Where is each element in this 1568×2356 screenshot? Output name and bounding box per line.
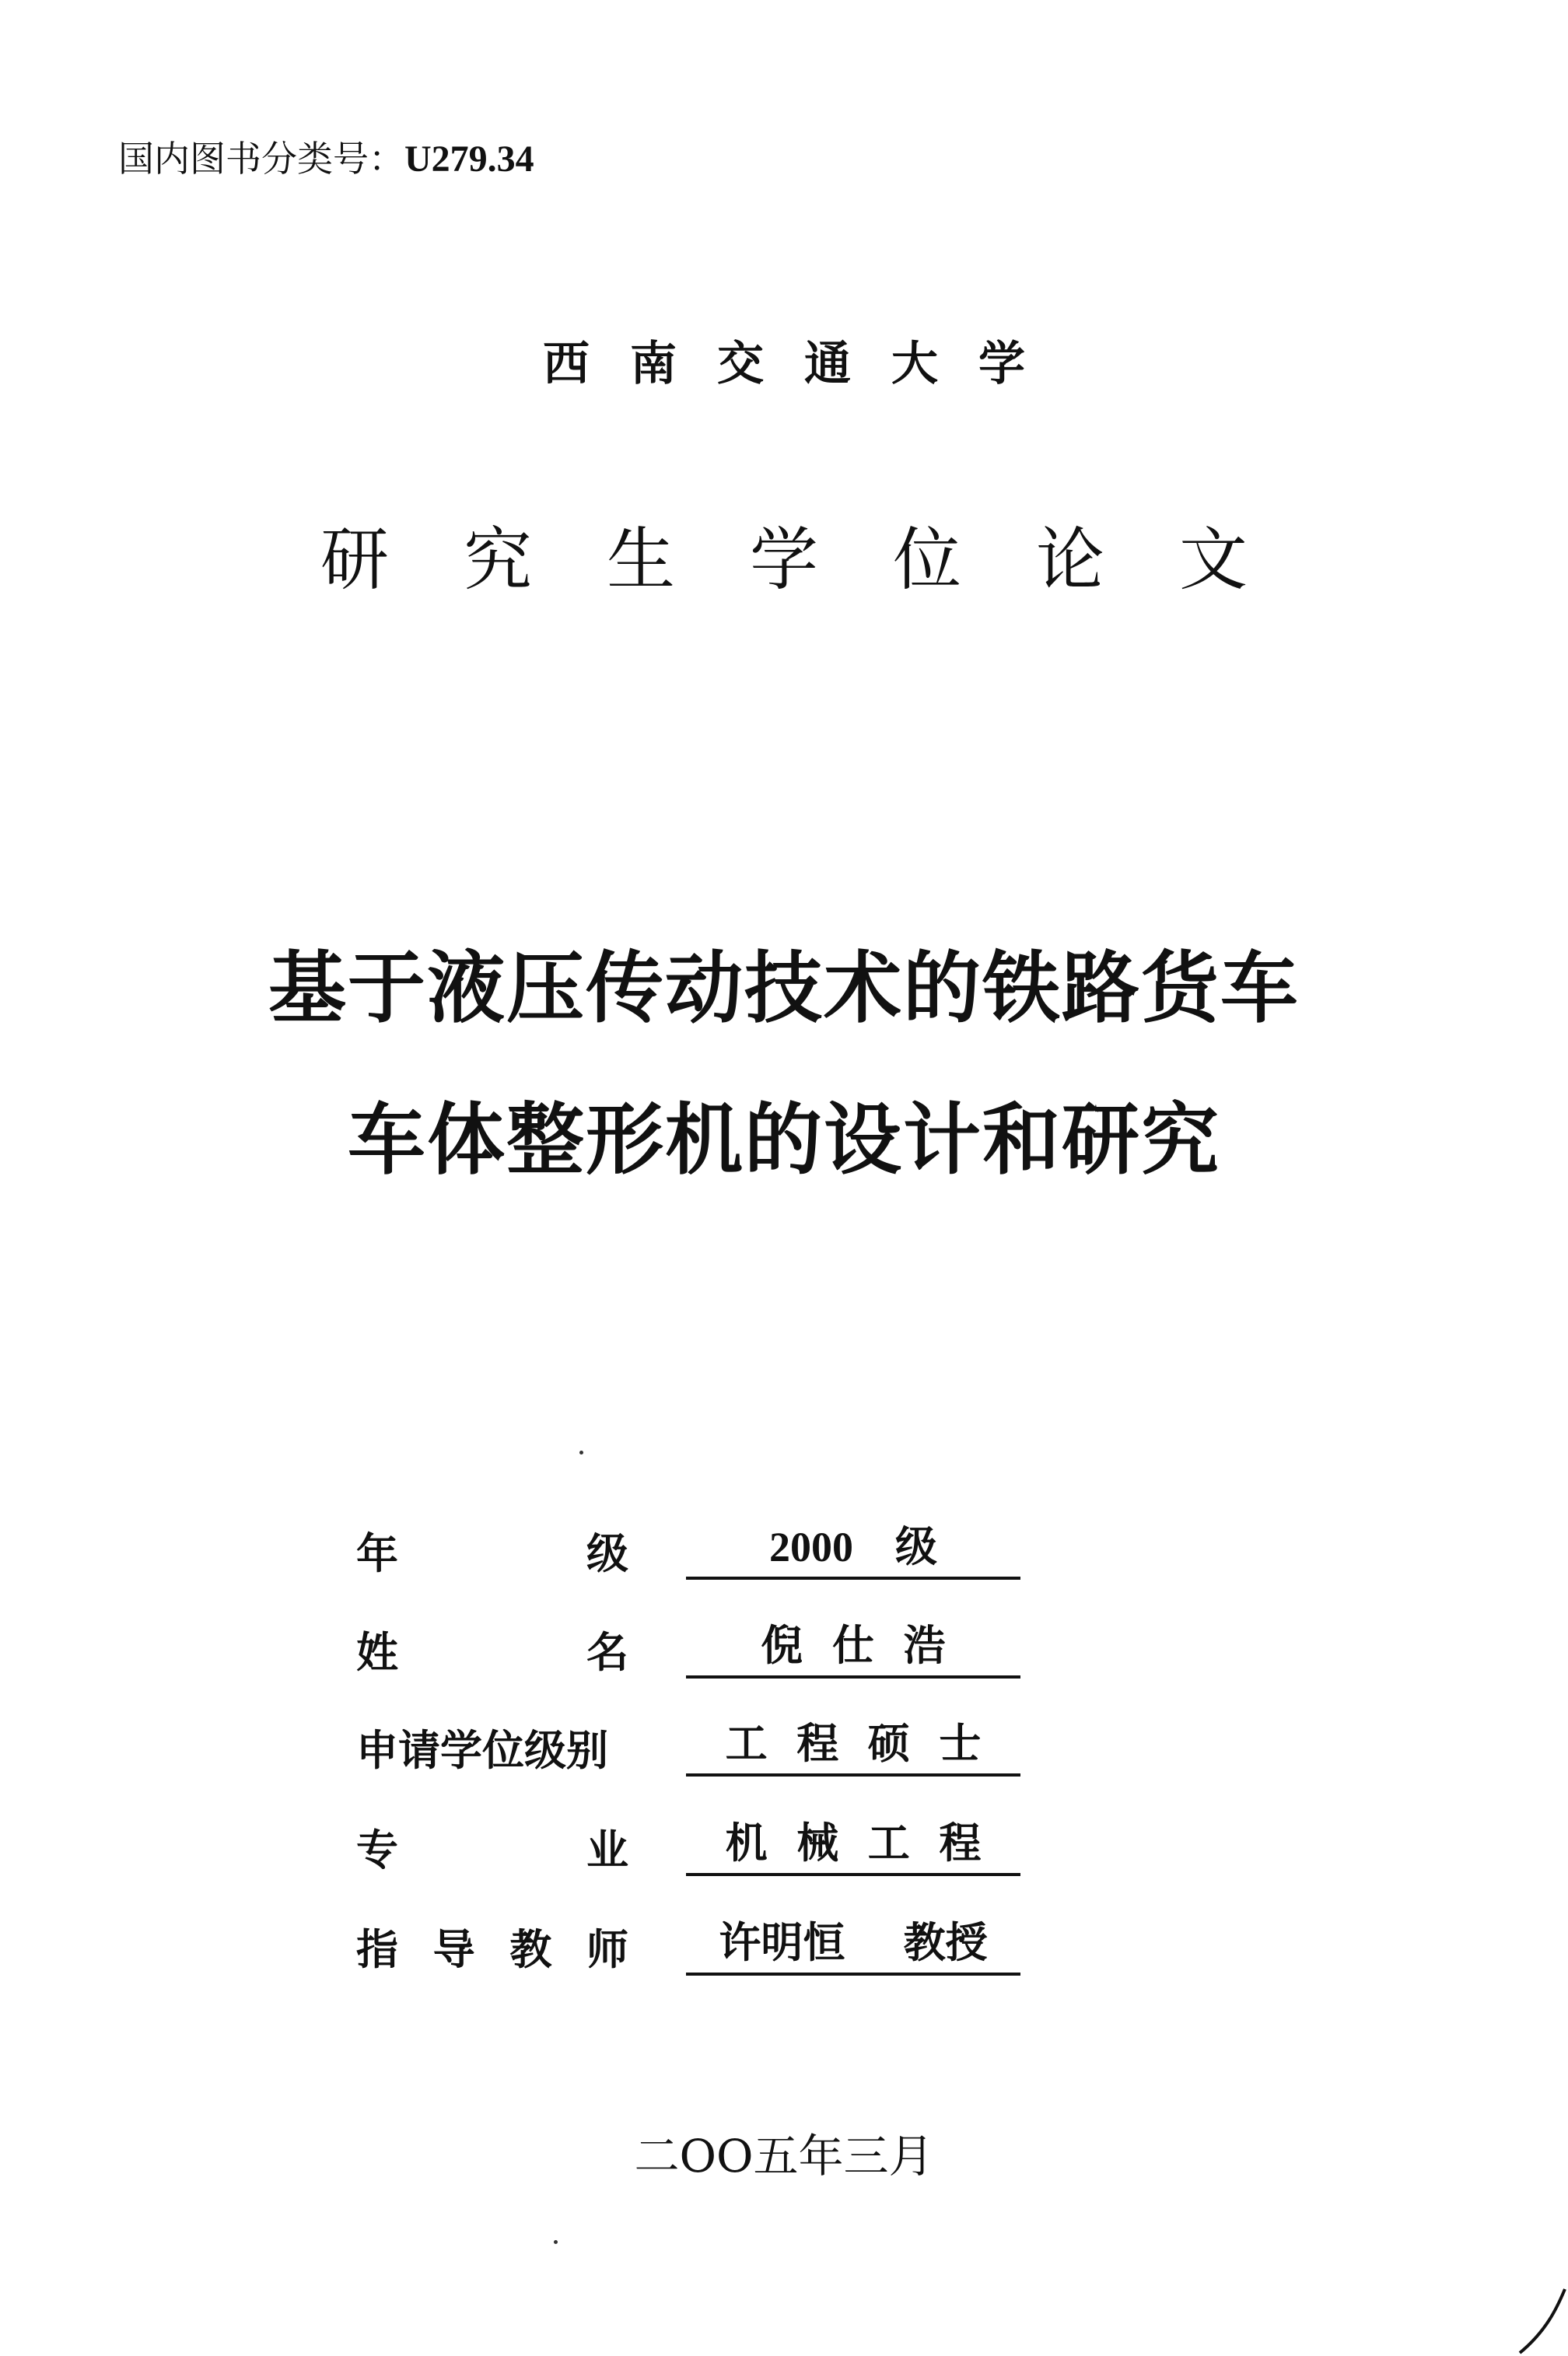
info-label-char: 年 [356, 1529, 398, 1578]
info-label-char: 专 [356, 1826, 398, 1875]
info-label-char: 教 [509, 1925, 552, 1974]
thesis-title-line-1: 基于液压传动技术的铁路货车 [268, 942, 1300, 1034]
info-row-degree-level [0, 1717, 1568, 1787]
info-label-char: 名 [586, 1628, 628, 1677]
info-row-advisor [0, 1917, 1568, 1987]
scan-speck [554, 2240, 558, 2244]
info-label-char: 级 [586, 1529, 628, 1578]
info-label-char: 师 [586, 1925, 628, 1974]
info-label-char: 导 [432, 1925, 475, 1974]
info-label-grade [356, 1521, 628, 1581]
university-name: 西南交通大学 [543, 337, 1066, 391]
info-value-degree-level: 工 程 硕 士 [686, 1717, 1020, 1777]
classification-label: 国内图书分类号： [118, 138, 404, 180]
info-label-major [356, 1817, 628, 1877]
info-row-name [0, 1619, 1568, 1689]
info-label-char: 指 [356, 1925, 398, 1974]
thesis-title-line-2: 车体整形机的设计和研究 [348, 1094, 1220, 1185]
info-label-char: 业 [586, 1826, 628, 1875]
scan-speck [579, 1451, 583, 1455]
info-value-major: 机 械 工 程 [686, 1817, 1020, 1876]
info-row-grade [0, 1521, 1568, 1591]
info-label-degree-level: 申请学位级别 [356, 1726, 608, 1775]
info-value-advisor: 许明恒 教授 [686, 1917, 1020, 1976]
classification-number [118, 131, 534, 182]
scan-edge-mark [1506, 2286, 1568, 2356]
info-label-char: 姓 [356, 1628, 398, 1677]
classification-code: U279.34 [404, 138, 534, 180]
submission-date: 二OO五年三月 [634, 2130, 934, 2183]
info-row-major [0, 1817, 1568, 1887]
info-value-name: 倪 仕 浩 [686, 1619, 1020, 1679]
info-value-grade: 2000 级 [686, 1521, 1020, 1580]
info-label-name [356, 1619, 628, 1679]
document-type: 研究生学位论文 [320, 520, 1322, 600]
info-label-advisor [356, 1917, 628, 1976]
